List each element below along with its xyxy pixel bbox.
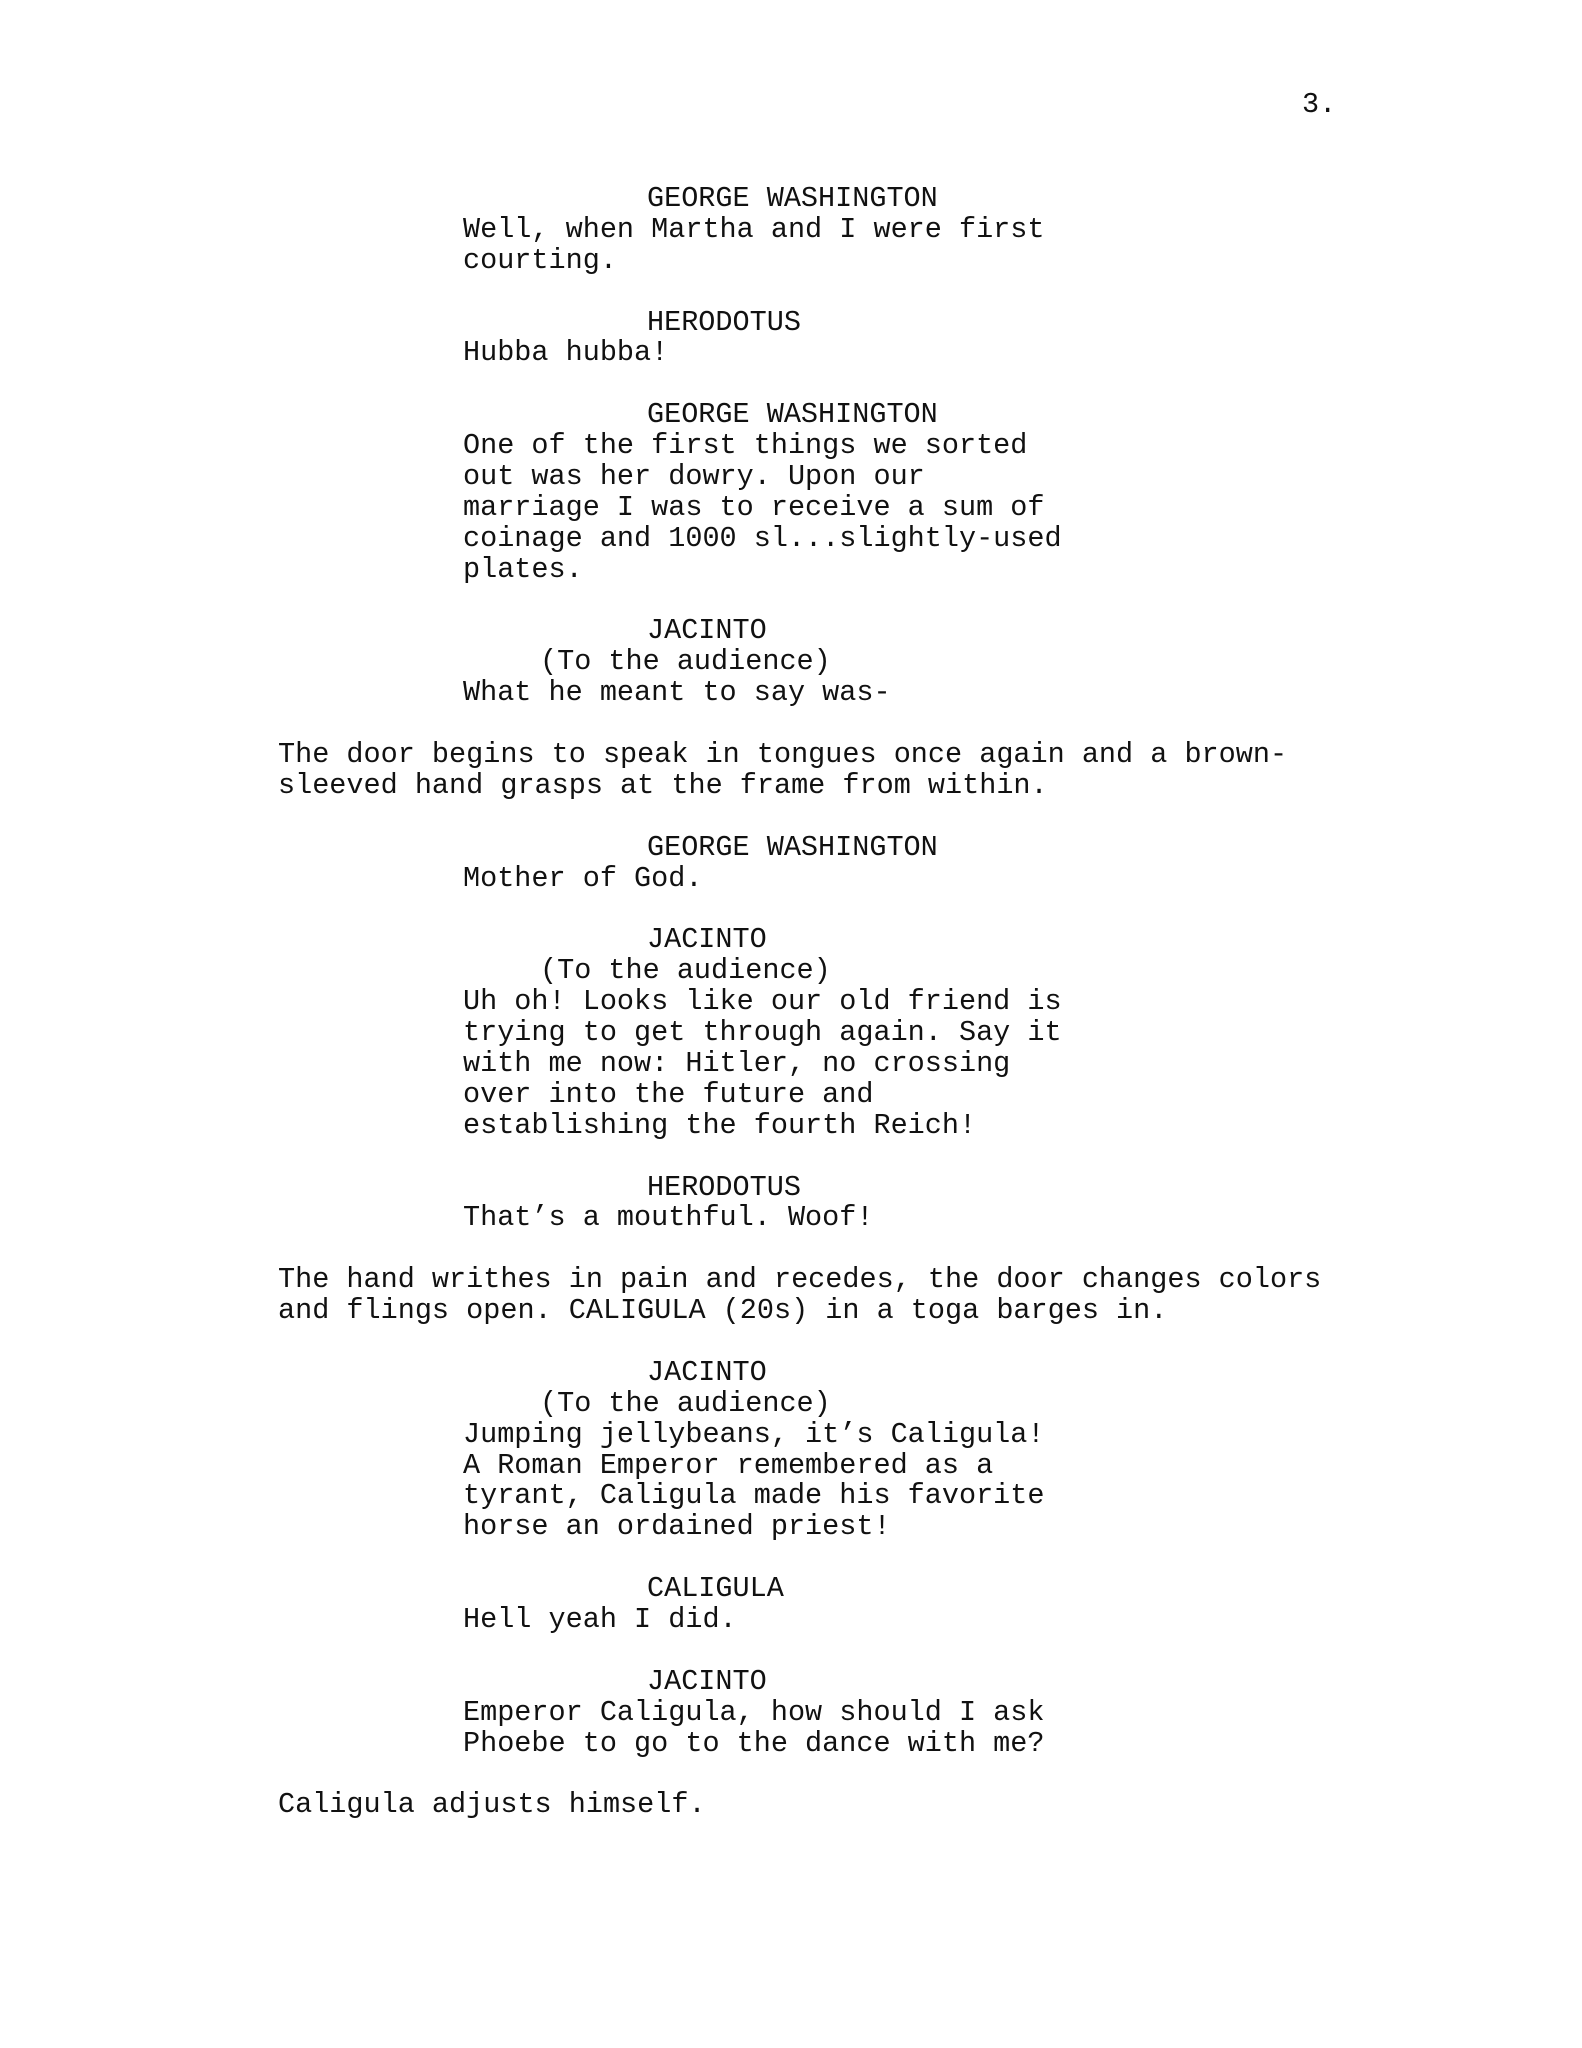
dialogue-block — [278, 1695, 1388, 1760]
blank-line — [278, 1543, 1388, 1574]
parenthetical — [278, 1386, 1388, 1420]
dialogue-block-line: Hubba hubba! — [463, 336, 669, 370]
dialogue-block-line: establishing the fourth Reich! — [463, 1108, 977, 1142]
dialogue-block-line: Emperor Caligula, how should I ask — [463, 1695, 1045, 1729]
character-cue — [278, 1664, 1388, 1698]
character-cue-line: JACINTO — [647, 1664, 767, 1698]
blank-line — [278, 1327, 1388, 1358]
blank-line — [278, 586, 1388, 617]
character-cue — [278, 305, 1388, 339]
dialogue-block-line: Hell yeah I did. — [463, 1602, 737, 1636]
dialogue-block-line: out was her dowry. Upon our — [463, 460, 925, 494]
dialogue-block-line: Uh oh! Looks like our old friend is — [463, 985, 1062, 1019]
dialogue-block — [278, 678, 1388, 709]
character-cue-line: JACINTO — [647, 1355, 767, 1389]
dialogue-block-line: marriage I was to receive a sum of — [463, 490, 1045, 524]
action-block — [278, 1265, 1388, 1327]
character-cue — [278, 1574, 1388, 1605]
dialogue-block-line: One of the first things we sorted — [463, 429, 1028, 463]
dialogue-block-line: over into the future and — [463, 1077, 874, 1111]
dialogue-block-line: Mother of God. — [463, 861, 703, 895]
action-block-line: The hand writhes in pain and recedes, the door changes colors — [278, 1263, 1322, 1297]
character-cue-line: CALIGULA — [647, 1572, 784, 1606]
character-cue — [278, 925, 1388, 956]
dialogue-block-line: That’s a mouthful. Woof! — [463, 1201, 874, 1235]
blank-line — [278, 894, 1388, 925]
dialogue-block-line: courting. — [463, 243, 617, 277]
dialogue-block — [278, 1602, 1388, 1636]
dialogue-block-line: plates. — [463, 552, 583, 586]
dialogue-block-line: A Roman Emperor remembered as a — [463, 1448, 994, 1482]
dialogue-block — [278, 338, 1388, 369]
blank-line — [278, 1234, 1388, 1265]
action-block-line: sleeved hand grasps at the frame from within. — [278, 768, 1048, 802]
dialogue-block — [278, 1417, 1388, 1544]
dialogue-block-line: trying to get through again. Say it — [463, 1016, 1062, 1050]
blank-line — [278, 277, 1388, 308]
dialogue-block-line: Jumping jellybeans, it’s Caligula! — [463, 1417, 1045, 1451]
parenthetical-line: (To the audience) — [540, 1386, 831, 1420]
blank-line — [278, 1759, 1388, 1790]
blank-line — [278, 1636, 1388, 1667]
character-cue — [278, 184, 1388, 215]
character-cue-line: GEORGE WASHINGTON — [647, 398, 938, 432]
action-block-line: The door begins to speak in tongues once again and a brown- — [278, 738, 1288, 772]
character-cue — [278, 400, 1388, 431]
parenthetical-line: (To the audience) — [540, 954, 831, 988]
page-number: 3. — [1302, 88, 1337, 121]
dialogue-block — [278, 987, 1388, 1141]
character-cue — [278, 616, 1388, 647]
dialogue-block — [278, 212, 1388, 277]
character-cue — [278, 830, 1388, 864]
blank-line — [278, 369, 1388, 400]
character-cue-line: JACINTO — [647, 923, 767, 957]
character-cue-line: GEORGE WASHINGTON — [647, 830, 938, 864]
dialogue-block-line: What he meant to say was- — [463, 676, 891, 710]
character-cue-line: HERODOTUS — [647, 1170, 801, 1204]
dialogue-block — [278, 1203, 1388, 1234]
action-block-line: Caligula adjusts himself. — [278, 1788, 706, 1822]
dialogue-block-line: horse an ordained priest! — [463, 1510, 891, 1544]
blank-line — [278, 1142, 1388, 1173]
blank-line — [278, 709, 1388, 740]
blank-line — [278, 802, 1388, 833]
dialogue-block-line: Phoebe to go to the dance with me? — [463, 1726, 1045, 1760]
parenthetical — [278, 647, 1388, 678]
character-cue — [278, 1355, 1388, 1389]
parenthetical — [278, 956, 1388, 987]
dialogue-block-line: Well, when Martha and I were first — [463, 212, 1045, 246]
character-cue-line: JACINTO — [647, 614, 767, 648]
dialogue-block-line: with me now: Hitler, no crossing — [463, 1046, 1011, 1080]
parenthetical-line: (To the audience) — [540, 645, 831, 679]
character-cue-line: GEORGE WASHINGTON — [647, 182, 938, 215]
dialogue-block — [278, 861, 1388, 895]
action-block-line: and flings open. CALIGULA (20s) in a toga barges in. — [278, 1294, 1168, 1328]
action-block — [278, 740, 1388, 802]
screenplay-body — [278, 184, 1388, 1821]
action-block — [278, 1790, 1388, 1821]
dialogue-block-line: tyrant, Caligula made his favorite — [463, 1479, 1045, 1513]
character-cue-line: HERODOTUS — [647, 305, 801, 339]
dialogue-block — [278, 431, 1388, 585]
dialogue-block-line: coinage and 1000 sl...slightly-used — [463, 521, 1062, 555]
character-cue — [278, 1170, 1388, 1204]
